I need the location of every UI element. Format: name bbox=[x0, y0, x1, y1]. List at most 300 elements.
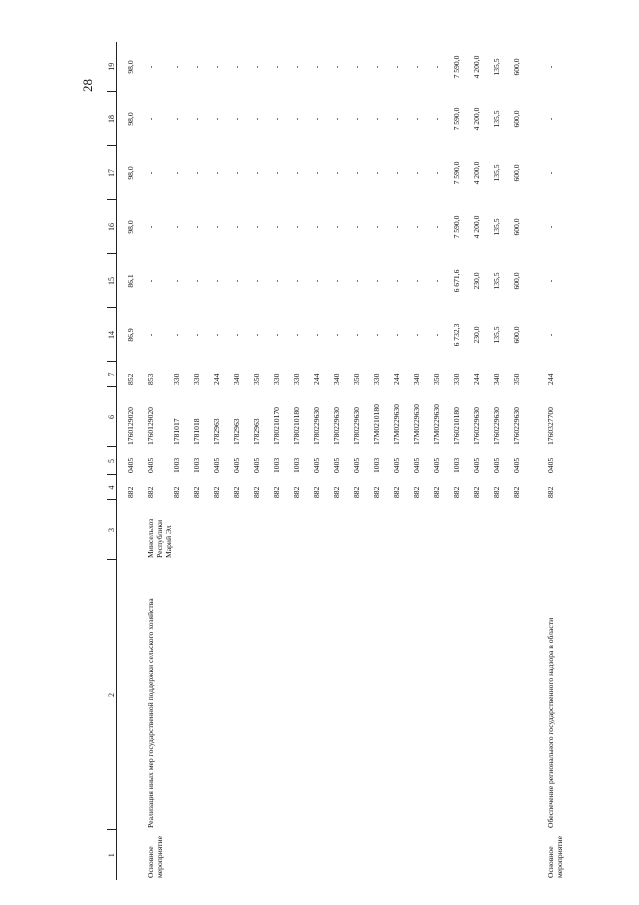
table-cell: 135,5 bbox=[492, 110, 502, 128]
table-cell: - bbox=[312, 333, 322, 337]
table-cell: - bbox=[172, 65, 182, 69]
table-cell: Обеспечение регионального государственного надзора в области bbox=[546, 617, 556, 828]
table-cell: 4 200,0 bbox=[472, 215, 482, 239]
table-row bbox=[193, 42, 213, 880]
table-cell: - bbox=[232, 279, 242, 283]
table-cell: 0405 bbox=[512, 457, 522, 473]
table-cell: 1780229630 bbox=[352, 407, 362, 445]
table-cell: 882 bbox=[512, 486, 522, 498]
table-cell: - bbox=[272, 225, 282, 229]
table-cell: - bbox=[292, 225, 302, 229]
table-cell: - bbox=[192, 225, 202, 229]
table-cell: 1760129020 bbox=[146, 407, 156, 445]
table-cell: 0405 bbox=[126, 457, 136, 473]
table-cell: - bbox=[372, 117, 382, 121]
table-cell: 350 bbox=[432, 373, 442, 385]
table-cell: 882 bbox=[492, 486, 502, 498]
table-cell: 0405 bbox=[352, 457, 362, 473]
table-cell: - bbox=[546, 171, 556, 175]
table-cell: 7 590,0 bbox=[452, 161, 462, 185]
table-cell bbox=[413, 830, 433, 880]
table-cell: 1782963 bbox=[252, 418, 262, 445]
table-cell: - bbox=[312, 225, 322, 229]
table-cell: - bbox=[546, 117, 556, 121]
table-cell: - bbox=[252, 333, 262, 337]
table-cell: - bbox=[272, 333, 282, 337]
table-cell: 1780229630 bbox=[332, 407, 342, 445]
table-row bbox=[373, 42, 393, 880]
table-cell: 0405 bbox=[412, 457, 422, 473]
table-cell: - bbox=[272, 171, 282, 175]
table-cell: - bbox=[192, 279, 202, 283]
table-cell: - bbox=[332, 171, 342, 175]
table-cell: 330 bbox=[292, 373, 302, 385]
table-cell: - bbox=[192, 117, 202, 121]
table-cell: 330 bbox=[272, 373, 282, 385]
table-cell bbox=[173, 560, 193, 830]
table-cell: - bbox=[392, 333, 402, 337]
table-cell: - bbox=[252, 225, 262, 229]
table-cell: 882 bbox=[332, 486, 342, 498]
table-body bbox=[117, 42, 568, 880]
table-cell: 6 732,3 bbox=[452, 323, 462, 347]
column-header: 4 bbox=[107, 475, 117, 500]
table-cell: Реализация иных мер государственной поддержки сельского хозяйства bbox=[146, 598, 156, 828]
table-cell: - bbox=[272, 117, 282, 121]
table-cell: - bbox=[146, 117, 156, 121]
table-header bbox=[107, 42, 117, 880]
table-cell: 330 bbox=[192, 373, 202, 385]
table-cell: - bbox=[546, 279, 556, 283]
table-cell: 17M0229630 bbox=[392, 404, 402, 445]
table-cell bbox=[453, 830, 473, 880]
table-cell: - bbox=[546, 333, 556, 337]
table-cell: 0405 bbox=[432, 457, 442, 473]
table-cell: - bbox=[292, 65, 302, 69]
table-cell bbox=[353, 560, 373, 830]
column-header: 19 bbox=[107, 42, 117, 92]
table-cell: 340 bbox=[332, 373, 342, 385]
table-cell: - bbox=[212, 171, 222, 175]
table-cell: 882 bbox=[292, 486, 302, 498]
table-row bbox=[233, 42, 253, 880]
table-cell: - bbox=[172, 279, 182, 283]
table-cell: 0405 bbox=[472, 457, 482, 473]
column-header: 1 bbox=[107, 830, 117, 880]
table-cell: - bbox=[392, 65, 402, 69]
table-cell bbox=[193, 830, 213, 880]
table-cell: Основное мероприятие bbox=[146, 836, 164, 878]
table-cell bbox=[213, 830, 233, 880]
table-cell bbox=[173, 500, 193, 560]
budget-table bbox=[107, 42, 567, 880]
table-cell: 882 bbox=[412, 486, 422, 498]
table-cell bbox=[473, 560, 493, 830]
table-cell: - bbox=[332, 333, 342, 337]
table-cell bbox=[513, 830, 533, 880]
table-cell: 98,0 bbox=[126, 60, 136, 74]
table-cell: - bbox=[212, 279, 222, 283]
table-cell: 340 bbox=[412, 373, 422, 385]
table-cell: 350 bbox=[352, 373, 362, 385]
table-cell: - bbox=[232, 117, 242, 121]
table-cell bbox=[433, 500, 453, 560]
table-cell: 1781018 bbox=[192, 418, 202, 445]
table-cell: 1760129020 bbox=[126, 407, 136, 445]
table-cell: 86,1 bbox=[126, 274, 136, 288]
table-cell: 882 bbox=[546, 486, 556, 498]
table-row bbox=[313, 42, 333, 880]
table-cell: - bbox=[392, 171, 402, 175]
table-row bbox=[173, 42, 193, 880]
table-cell: - bbox=[232, 65, 242, 69]
table-cell: - bbox=[252, 171, 262, 175]
table-cell: - bbox=[352, 117, 362, 121]
table-cell: 882 bbox=[312, 486, 322, 498]
table-cell: - bbox=[392, 225, 402, 229]
table-cell: - bbox=[412, 171, 422, 175]
table-cell: - bbox=[312, 171, 322, 175]
table-cell: 17M0229630 bbox=[432, 404, 442, 445]
table-cell bbox=[233, 500, 253, 560]
table-cell: 600,0 bbox=[512, 218, 522, 236]
table-cell: 4 200,0 bbox=[472, 55, 482, 79]
table-cell bbox=[373, 500, 393, 560]
table-cell: 882 bbox=[372, 486, 382, 498]
table-cell bbox=[473, 500, 493, 560]
table-cell: - bbox=[292, 117, 302, 121]
page-number: 28 bbox=[80, 79, 95, 92]
table-cell bbox=[333, 560, 353, 830]
table-cell: - bbox=[392, 279, 402, 283]
table-cell: 882 bbox=[432, 486, 442, 498]
table-row bbox=[433, 42, 453, 880]
table-cell: 340 bbox=[232, 373, 242, 385]
table-row bbox=[533, 42, 567, 880]
table-cell: 1003 bbox=[192, 457, 202, 473]
table-cell: - bbox=[332, 279, 342, 283]
table-cell bbox=[273, 830, 293, 880]
column-header: 7 bbox=[107, 362, 117, 387]
table-row bbox=[213, 42, 233, 880]
table-cell: 0405 bbox=[332, 457, 342, 473]
table-cell: 852 bbox=[126, 373, 136, 385]
table-cell: - bbox=[352, 65, 362, 69]
table-cell bbox=[493, 560, 513, 830]
table-cell bbox=[393, 560, 413, 830]
table-cell: - bbox=[212, 333, 222, 337]
table-cell: 882 bbox=[172, 486, 182, 498]
table-row bbox=[117, 42, 148, 880]
table-cell: 98,0 bbox=[126, 220, 136, 234]
table-cell: 244 bbox=[472, 373, 482, 385]
column-header: 16 bbox=[107, 200, 117, 254]
table-cell: 0405 bbox=[392, 457, 402, 473]
table-cell: 135,5 bbox=[492, 58, 502, 76]
column-header: 3 bbox=[107, 500, 117, 560]
table-cell: 600,0 bbox=[512, 110, 522, 128]
table-cell: 230,0 bbox=[472, 326, 482, 344]
table-cell bbox=[453, 500, 473, 560]
table-cell: - bbox=[372, 333, 382, 337]
table-cell bbox=[273, 500, 293, 560]
table-cell: 1003 bbox=[272, 457, 282, 473]
table-cell: - bbox=[412, 117, 422, 121]
table-cell bbox=[293, 500, 313, 560]
table-cell bbox=[193, 560, 213, 830]
table-cell: - bbox=[352, 333, 362, 337]
table-cell bbox=[313, 500, 333, 560]
table-cell: 0405 bbox=[232, 457, 242, 473]
table-row bbox=[453, 42, 473, 880]
table-cell bbox=[313, 830, 333, 880]
table-cell: 1782963 bbox=[232, 418, 242, 445]
table-cell bbox=[213, 560, 233, 830]
table-cell bbox=[117, 830, 148, 880]
table-cell bbox=[373, 830, 393, 880]
table-cell: - bbox=[372, 225, 382, 229]
table-cell bbox=[493, 830, 513, 880]
table-cell: - bbox=[432, 225, 442, 229]
table-cell: - bbox=[192, 333, 202, 337]
table-cell bbox=[433, 560, 453, 830]
table-cell: 882 bbox=[192, 486, 202, 498]
table-row bbox=[353, 42, 373, 880]
table-cell: 330 bbox=[372, 373, 382, 385]
table-cell: - bbox=[432, 279, 442, 283]
table-cell: - bbox=[292, 171, 302, 175]
table-row bbox=[493, 42, 513, 880]
table-cell bbox=[493, 500, 513, 560]
table-cell: 882 bbox=[352, 486, 362, 498]
table-cell: - bbox=[172, 333, 182, 337]
table-row bbox=[513, 42, 533, 880]
table-cell bbox=[333, 500, 353, 560]
table-cell: 1780210170 bbox=[272, 407, 282, 445]
table-cell bbox=[213, 500, 233, 560]
table-cell: 882 bbox=[212, 486, 222, 498]
table-cell bbox=[233, 560, 253, 830]
table-cell: 4 200,0 bbox=[472, 161, 482, 185]
table-cell bbox=[393, 500, 413, 560]
rotated-table-container bbox=[107, 42, 627, 880]
table-cell: 330 bbox=[452, 373, 462, 385]
table-cell: - bbox=[432, 333, 442, 337]
table-cell: - bbox=[172, 171, 182, 175]
table-cell: - bbox=[172, 117, 182, 121]
table-cell: 135,5 bbox=[492, 272, 502, 290]
table-cell: - bbox=[146, 225, 156, 229]
table-cell: 882 bbox=[452, 486, 462, 498]
table-row bbox=[413, 42, 433, 880]
table-cell: 244 bbox=[392, 373, 402, 385]
table-cell: - bbox=[546, 65, 556, 69]
table-cell: 330 bbox=[172, 373, 182, 385]
table-row bbox=[333, 42, 353, 880]
table-cell: - bbox=[172, 225, 182, 229]
table-cell bbox=[513, 560, 533, 830]
table-cell: 1760229630 bbox=[492, 407, 502, 445]
table-cell: 0405 bbox=[146, 457, 156, 473]
table-cell: 1003 bbox=[292, 457, 302, 473]
table-cell bbox=[253, 830, 273, 880]
table-cell bbox=[293, 830, 313, 880]
table-cell: 0405 bbox=[252, 457, 262, 473]
table-row bbox=[273, 42, 293, 880]
table-cell: 882 bbox=[232, 486, 242, 498]
table-cell: - bbox=[292, 333, 302, 337]
table-cell: 600,0 bbox=[512, 272, 522, 290]
table-cell: - bbox=[412, 65, 422, 69]
table-cell: - bbox=[146, 65, 156, 69]
table-cell bbox=[353, 830, 373, 880]
table-cell: - bbox=[292, 279, 302, 283]
table-cell: 882 bbox=[272, 486, 282, 498]
table-cell: - bbox=[332, 117, 342, 121]
table-cell bbox=[533, 500, 567, 560]
table-cell bbox=[253, 560, 273, 830]
table-cell bbox=[173, 830, 193, 880]
table-cell: - bbox=[332, 225, 342, 229]
table-cell: 882 bbox=[392, 486, 402, 498]
table-cell bbox=[393, 830, 413, 880]
table-cell: 0405 bbox=[312, 457, 322, 473]
table-cell bbox=[353, 500, 373, 560]
table-cell: 1780210180 bbox=[292, 407, 302, 445]
table-cell: - bbox=[212, 225, 222, 229]
table-row bbox=[147, 42, 173, 880]
table-cell: Минсельхоз Республики Марий Эл bbox=[146, 518, 173, 558]
table-cell bbox=[273, 560, 293, 830]
table-cell: - bbox=[212, 117, 222, 121]
table-cell: - bbox=[412, 333, 422, 337]
table-cell: 135,5 bbox=[492, 164, 502, 182]
table-cell: - bbox=[352, 171, 362, 175]
table-cell: - bbox=[372, 65, 382, 69]
table-cell: - bbox=[192, 65, 202, 69]
table-cell: 1760229630 bbox=[512, 407, 522, 445]
table-cell: 6 671,6 bbox=[452, 269, 462, 293]
table-cell: 7 590,0 bbox=[452, 107, 462, 131]
table-cell: 1780229630 bbox=[312, 407, 322, 445]
table-cell: 244 bbox=[312, 373, 322, 385]
table-cell: 135,5 bbox=[492, 326, 502, 344]
table-cell: - bbox=[352, 279, 362, 283]
table-cell bbox=[413, 560, 433, 830]
table-cell: 882 bbox=[472, 486, 482, 498]
table-cell: - bbox=[372, 171, 382, 175]
table-cell: - bbox=[312, 117, 322, 121]
table-cell: - bbox=[252, 117, 262, 121]
table-cell: 230,0 bbox=[472, 272, 482, 290]
column-header: 15 bbox=[107, 254, 117, 308]
table-cell: - bbox=[352, 225, 362, 229]
column-header: 18 bbox=[107, 92, 117, 146]
table-row bbox=[293, 42, 313, 880]
table-cell: Основное мероприятие bbox=[546, 836, 565, 878]
table-cell: - bbox=[312, 279, 322, 283]
table-cell: - bbox=[412, 225, 422, 229]
table-cell: - bbox=[432, 117, 442, 121]
table-cell: - bbox=[272, 279, 282, 283]
column-header: 6 bbox=[107, 387, 117, 447]
table-row bbox=[253, 42, 273, 880]
table-cell: - bbox=[212, 65, 222, 69]
table-cell: 1760327700 bbox=[546, 407, 556, 445]
table-cell: 86,9 bbox=[126, 328, 136, 342]
table-cell bbox=[513, 500, 533, 560]
table-cell: - bbox=[312, 65, 322, 69]
table-cell: 98,0 bbox=[126, 112, 136, 126]
table-cell bbox=[373, 560, 393, 830]
table-cell: 600,0 bbox=[512, 58, 522, 76]
table-cell: 350 bbox=[252, 373, 262, 385]
table-cell bbox=[473, 830, 493, 880]
table-cell bbox=[117, 500, 148, 560]
table-cell: 0405 bbox=[212, 457, 222, 473]
table-cell: - bbox=[392, 117, 402, 121]
table-cell: - bbox=[232, 171, 242, 175]
table-cell: 0405 bbox=[546, 457, 556, 473]
table-row bbox=[473, 42, 493, 880]
table-cell: 17M0229630 bbox=[412, 404, 422, 445]
table-cell bbox=[253, 500, 273, 560]
table-cell: 1760210180 bbox=[452, 407, 462, 445]
table-row bbox=[393, 42, 413, 880]
table-cell: 350 bbox=[512, 373, 522, 385]
table-cell: 4 200,0 bbox=[472, 107, 482, 131]
table-cell: 882 bbox=[126, 486, 136, 498]
table-cell: - bbox=[432, 65, 442, 69]
table-cell: - bbox=[412, 279, 422, 283]
table-cell: - bbox=[332, 65, 342, 69]
table-cell bbox=[117, 560, 148, 830]
table-cell: 1003 bbox=[372, 457, 382, 473]
table-cell: - bbox=[252, 65, 262, 69]
table-cell: - bbox=[372, 279, 382, 283]
table-cell bbox=[193, 500, 213, 560]
table-cell: 0405 bbox=[492, 457, 502, 473]
column-header: 17 bbox=[107, 146, 117, 200]
table-cell: 7 590,0 bbox=[452, 215, 462, 239]
table-cell: 882 bbox=[252, 486, 262, 498]
table-cell: 600,0 bbox=[512, 326, 522, 344]
table-cell: 340 bbox=[492, 373, 502, 385]
table-cell: - bbox=[146, 171, 156, 175]
table-cell: - bbox=[192, 171, 202, 175]
table-cell: 600,0 bbox=[512, 164, 522, 182]
table-cell: - bbox=[252, 279, 262, 283]
header-row bbox=[107, 42, 117, 880]
table-cell: - bbox=[272, 65, 282, 69]
table-cell: - bbox=[546, 225, 556, 229]
table-cell: - bbox=[232, 225, 242, 229]
table-cell: 1003 bbox=[452, 457, 462, 473]
table-cell: - bbox=[432, 171, 442, 175]
table-cell: 1781017 bbox=[172, 418, 182, 445]
table-cell: 135,5 bbox=[492, 218, 502, 236]
table-cell bbox=[313, 560, 333, 830]
table-cell: 17M0210180 bbox=[372, 404, 382, 445]
table-cell bbox=[293, 560, 313, 830]
table-cell bbox=[413, 500, 433, 560]
table-cell: 98,0 bbox=[126, 166, 136, 180]
table-cell: - bbox=[146, 279, 156, 283]
table-cell bbox=[433, 830, 453, 880]
column-header: 5 bbox=[107, 447, 117, 475]
table-cell bbox=[233, 830, 253, 880]
table-cell: 244 bbox=[546, 373, 556, 385]
